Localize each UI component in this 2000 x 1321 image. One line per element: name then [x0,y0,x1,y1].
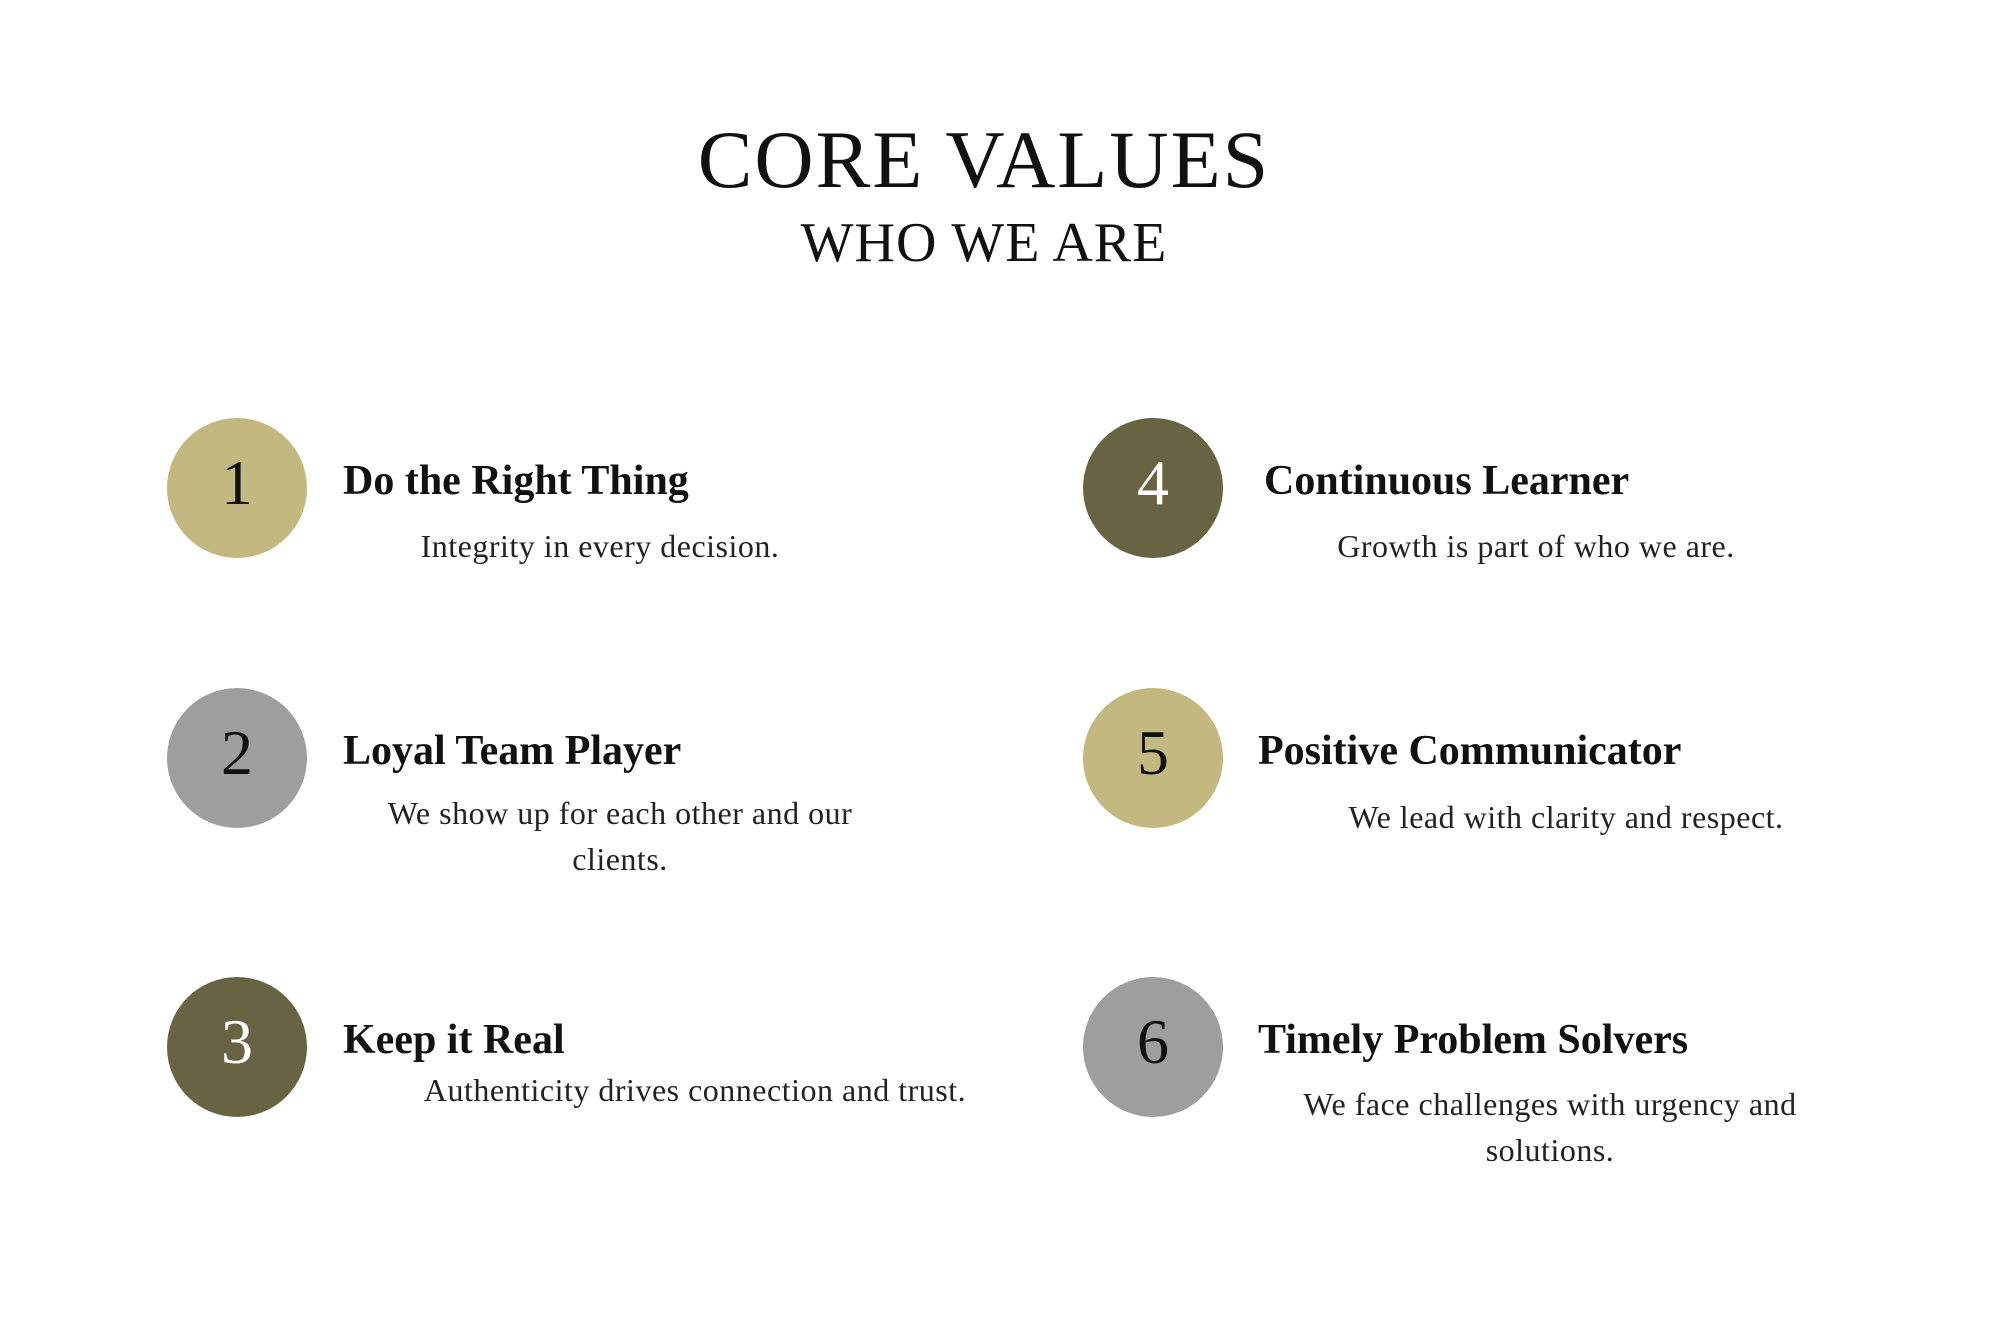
value-description-1: Integrity in every decision. [420,528,780,564]
value-description-5: We lead with clarity and respect. [1348,799,1784,835]
value-title-3: Keep it Real [343,1017,565,1063]
value-number-badge-1: 1 [167,418,307,558]
value-description-4: Growth is part of who we are. [1337,528,1735,564]
page-title: CORE VALUES [697,114,1271,205]
value-title-1: Do the Right Thing [343,458,689,504]
value-number-badge-5: 5 [1083,688,1223,828]
value-title-5: Positive Communicator [1258,728,1682,774]
value-description-3: Authenticity drives connection and trust. [423,1072,967,1108]
value-title-2: Loyal Team Player [343,728,682,774]
value-number-badge-2: 2 [167,688,307,828]
value-description-2: We show up for each other and our clients. [387,795,853,877]
page-subtitle: WHO WE ARE [800,212,1168,274]
value-title-4: Continuous Learner [1264,458,1630,504]
value-number-badge-3: 3 [167,977,307,1117]
value-number-badge-4: 4 [1083,418,1223,558]
value-description-6: We face challenges with urgency and solutions. [1303,1086,1797,1168]
value-number-badge-6: 6 [1083,977,1223,1117]
value-title-6: Timely Problem Solvers [1258,1017,1689,1063]
